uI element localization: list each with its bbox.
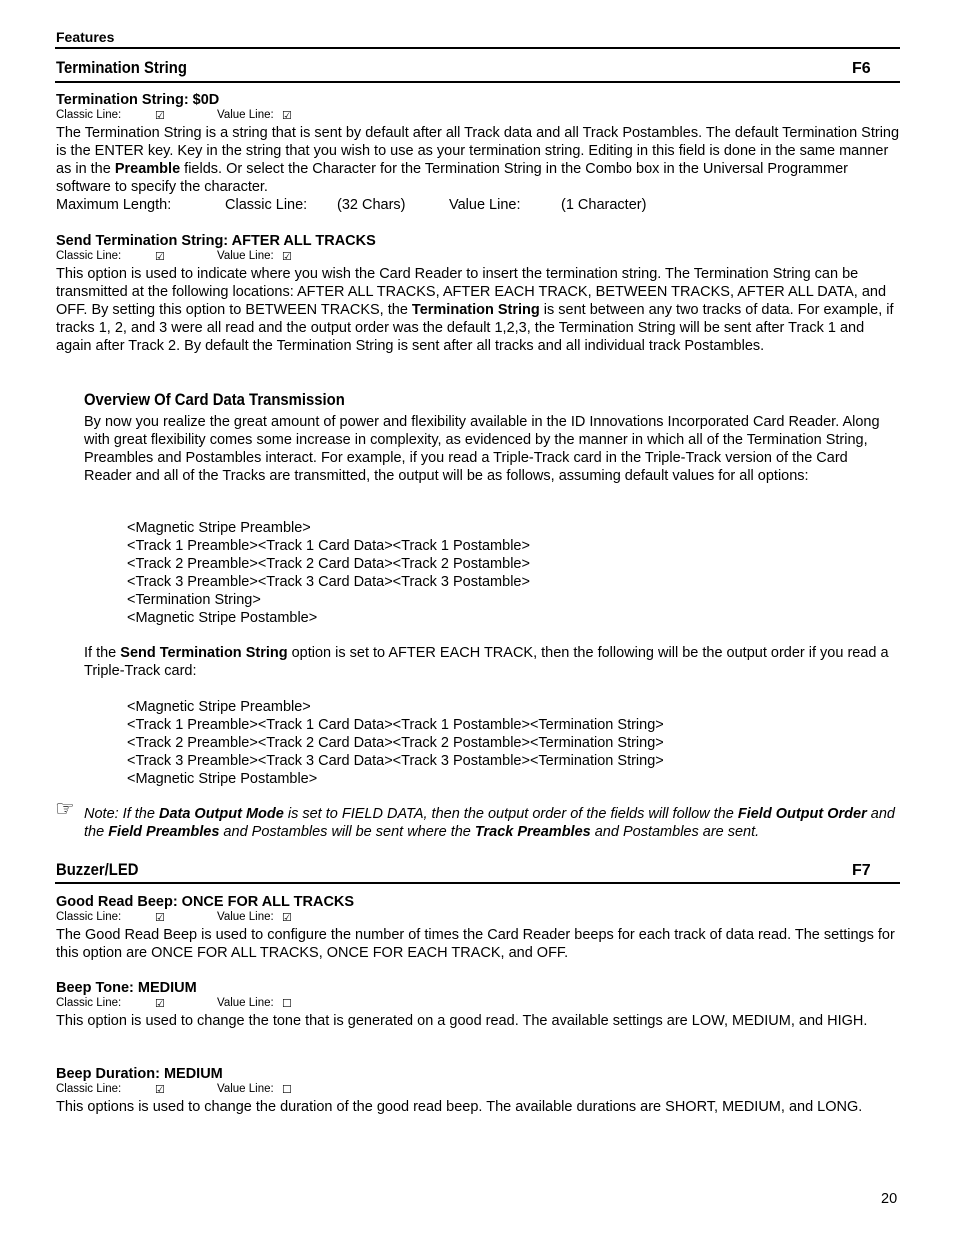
classic-line-label: Classic Line: <box>56 109 122 121</box>
header-rule <box>55 47 900 49</box>
option-description: The Termination String is a string that is sent by default after all Track data and all Track Postambles. The default Termination String is the ENTER key. Key in the string that you wish to use as your termination string. Editing in this field is done in the same manner as in the Preamble fields. Or select the Character for the Termination String in the Combo box in the Universal Programmer software to specify the character. <box>56 125 900 195</box>
option-title-send-termination: Send Termination String: AFTER ALL TRACKS <box>56 233 376 249</box>
classic-checkbox-icon: ☑ <box>155 1084 165 1096</box>
value-line-label: Value Line: <box>217 250 274 262</box>
sequence-line: <Magnetic Stripe Postamble> <box>127 771 318 787</box>
max-length-value-value: (1 Character) <box>561 197 647 213</box>
option-title-good-read-beep: Good Read Beep: ONCE FOR ALL TRACKS <box>56 894 355 910</box>
section-title-termination: Termination String <box>56 59 187 77</box>
option-description: This option is used to indicate where you wish the Card Reader to insert the termination string. The Termination String can be transmitted at the following locations: AFTER ALL TRACKS, AFTER EACH TRACK, BETWEEN TRACKS, AFTER ALL DATA, and OFF. By setting this option to BETWEEN TRACKS, the Termination String is sent between any two tracks of data. For example, if tracks 1, 2, and 3 were all read and the output order was the default 1,2,3, the Termination String will be sent after Track 1 and again after Track 2. By default the Termination String is sent after all tracks and all individual track Postambles. <box>56 266 894 354</box>
sequence-line: <Magnetic Stripe Postamble> <box>127 610 318 626</box>
value-checkbox-icon: ☑ <box>282 912 292 924</box>
output-sequence-default <box>127 519 530 627</box>
sequence-line: <Magnetic Stripe Preamble> <box>127 520 311 536</box>
sequence-line: <Track 3 Preamble><Track 3 Card Data><Track 3 Postamble><Termination String> <box>127 753 664 769</box>
max-length-classic-value: (32 Chars) <box>337 197 406 213</box>
sequence-line: <Track 2 Preamble><Track 2 Card Data><Track 2 Postamble><Termination String> <box>127 735 664 751</box>
sequence-line: <Termination String> <box>127 592 261 608</box>
sequence-line: <Track 1 Preamble><Track 1 Card Data><Track 1 Postamble><Termination String> <box>127 717 664 733</box>
running-header: Features <box>56 29 115 45</box>
value-checkbox-icon: ☑ <box>282 251 292 263</box>
option-title-termination-string: Termination String: $0D <box>56 92 220 108</box>
section-rule-f7 <box>55 882 900 884</box>
overview-paragraph: By now you realize the great amount of power and flexibility available in the ID Innovations Incorporated Card Reader. Along with great flexibility comes some increase in complexity, as evidenced by the manner in which all of the Termination String, Preambles and Postambles interact. For example, if you read a Triple-Track card in the Triple-Track version of the Card Reader and all of the Tracks are transmitted, the output will be as follows, assuming default values for all options: <box>84 414 880 484</box>
value-checkbox-empty-icon: ☐ <box>282 998 292 1010</box>
option-title-beep-tone: Beep Tone: MEDIUM <box>56 980 197 996</box>
sequence-line: <Track 2 Preamble><Track 2 Card Data><Track 2 Postamble> <box>127 556 530 572</box>
max-length-value-label: Value Line: <box>449 197 521 213</box>
value-line-label: Value Line: <box>217 997 274 1009</box>
sequence-line: <Track 3 Preamble><Track 3 Card Data><Track 3 Postamble> <box>127 574 530 590</box>
classic-checkbox-icon: ☑ <box>155 110 165 122</box>
section-title-buzzer: Buzzer/LED <box>56 861 139 879</box>
value-line-label: Value Line: <box>217 911 274 923</box>
option-description: The Good Read Beep is used to configure the number of times the Card Reader beeps for each track of data read. The settings for this option are ONCE FOR ALL TRACKS, ONCE FOR EACH TRACK, and OFF. <box>56 927 895 961</box>
classic-checkbox-icon: ☑ <box>155 251 165 263</box>
sequence-line: <Track 1 Preamble><Track 1 Card Data><Track 1 Postamble> <box>127 538 530 554</box>
section-code-f7: F7 <box>852 862 871 879</box>
value-checkbox-empty-icon: ☐ <box>282 1084 292 1096</box>
note-paragraph: Note: If the Data Output Mode is set to FIELD DATA, then the output order of the fields will follow the Field Output Order and the Field Preambles and Postambles will be sent where the Track Preambles and Postambles are sent. <box>84 806 895 840</box>
pointing-hand-icon: ☞ <box>55 796 75 821</box>
overview-paragraph-2: If the Send Termination String option is set to AFTER EACH TRACK, then the following will be the output order if you read a Triple-Track card: <box>84 645 889 679</box>
classic-line-label: Classic Line: <box>56 911 122 923</box>
output-sequence-after-each-track <box>127 698 664 788</box>
section-rule-f6 <box>55 81 900 83</box>
option-description: This option is used to change the tone that is generated on a good read. The available settings are LOW, MEDIUM, and HIGH. <box>56 1013 868 1029</box>
classic-line-label: Classic Line: <box>56 1083 122 1095</box>
value-line-label: Value Line: <box>217 109 274 121</box>
classic-checkbox-icon: ☑ <box>155 912 165 924</box>
sequence-line: <Magnetic Stripe Preamble> <box>127 699 311 715</box>
section-code-f6: F6 <box>852 60 871 77</box>
classic-checkbox-icon: ☑ <box>155 998 165 1010</box>
value-checkbox-icon: ☑ <box>282 110 292 122</box>
option-title-beep-duration: Beep Duration: MEDIUM <box>56 1066 223 1082</box>
classic-line-label: Classic Line: <box>56 997 122 1009</box>
max-length-classic-label: Classic Line: <box>225 197 308 213</box>
page-number: 20 <box>881 1191 898 1207</box>
value-line-label: Value Line: <box>217 1083 274 1095</box>
option-description: This options is used to change the duration of the good read beep. The available durations are SHORT, MEDIUM, and LONG. <box>56 1099 863 1115</box>
subsection-title-overview: Overview Of Card Data Transmission <box>84 391 345 409</box>
max-length-label: Maximum Length: <box>56 197 172 213</box>
classic-line-label: Classic Line: <box>56 250 122 262</box>
